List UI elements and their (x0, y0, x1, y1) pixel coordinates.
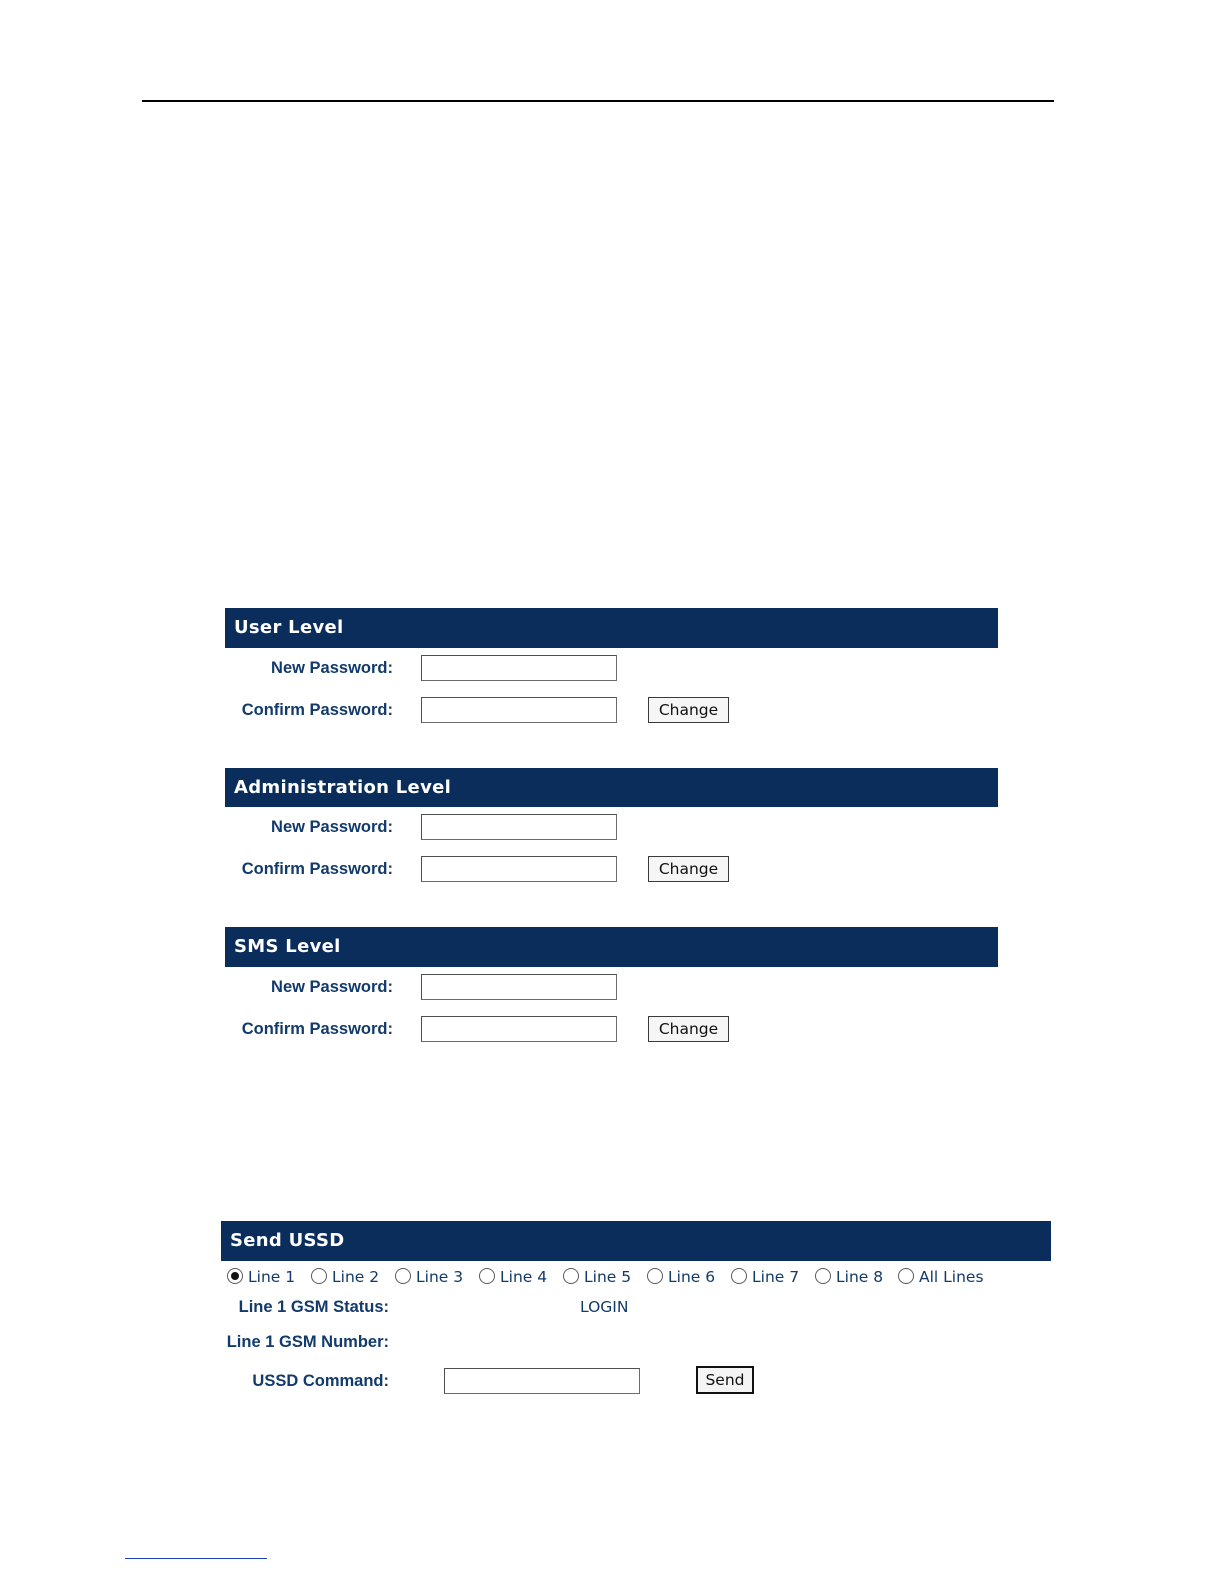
sms-new-password-label: New Password: (271, 978, 393, 996)
user-new-password-input[interactable] (421, 655, 617, 681)
admin-level-header: Administration Level (225, 768, 998, 807)
footer-link-underline (125, 1558, 267, 1559)
user-new-password-label: New Password: (271, 659, 393, 677)
radio-unselected-icon (647, 1268, 663, 1284)
all-lines-label: All Lines (919, 1268, 984, 1286)
admin-new-password-input[interactable] (421, 814, 617, 840)
user-confirm-password-input[interactable] (421, 697, 617, 723)
radio-unselected-icon (563, 1268, 579, 1284)
radio-unselected-icon (311, 1268, 327, 1284)
line-4-label: Line 4 (500, 1268, 548, 1286)
line-6-label: Line 6 (668, 1268, 716, 1286)
user-confirm-password-label: Confirm Password: (241, 701, 393, 719)
sms-level-header: SMS Level (225, 927, 998, 967)
line-3-label: Line 3 (416, 1268, 464, 1286)
gsm-status-value: LOGIN (580, 1298, 629, 1316)
radio-unselected-icon (731, 1268, 747, 1284)
top-divider (142, 100, 1054, 102)
admin-new-password-label: New Password: (271, 818, 393, 836)
sms-confirm-password-label: Confirm Password: (241, 1020, 393, 1038)
radio-unselected-icon (898, 1268, 914, 1284)
admin-change-button[interactable]: Change (648, 856, 729, 882)
send-ussd-header: Send USSD (221, 1221, 1051, 1261)
line-5-label: Line 5 (584, 1268, 632, 1286)
radio-unselected-icon (395, 1268, 411, 1284)
line-1-label: Line 1 (248, 1268, 296, 1286)
radio-unselected-icon (479, 1268, 495, 1284)
ussd-command-label: USSD Command: (252, 1372, 389, 1390)
user-change-button[interactable]: Change (648, 697, 729, 723)
send-ussd-button[interactable]: Send (696, 1366, 754, 1394)
sms-new-password-input[interactable] (421, 974, 617, 1000)
user-level-header: User Level (225, 608, 998, 648)
gsm-number-label: Line 1 GSM Number: (226, 1333, 389, 1351)
admin-confirm-password-input[interactable] (421, 856, 617, 882)
line-7-label: Line 7 (752, 1268, 800, 1286)
line-8-label: Line 8 (836, 1268, 884, 1286)
radio-selected-icon (227, 1268, 243, 1284)
admin-confirm-password-label: Confirm Password: (241, 860, 393, 878)
radio-unselected-icon (815, 1268, 831, 1284)
line-2-label: Line 2 (332, 1268, 380, 1286)
sms-change-button[interactable]: Change (648, 1016, 729, 1042)
ussd-command-input[interactable] (444, 1368, 640, 1394)
sms-confirm-password-input[interactable] (421, 1016, 617, 1042)
gsm-status-label: Line 1 GSM Status: (238, 1298, 389, 1316)
